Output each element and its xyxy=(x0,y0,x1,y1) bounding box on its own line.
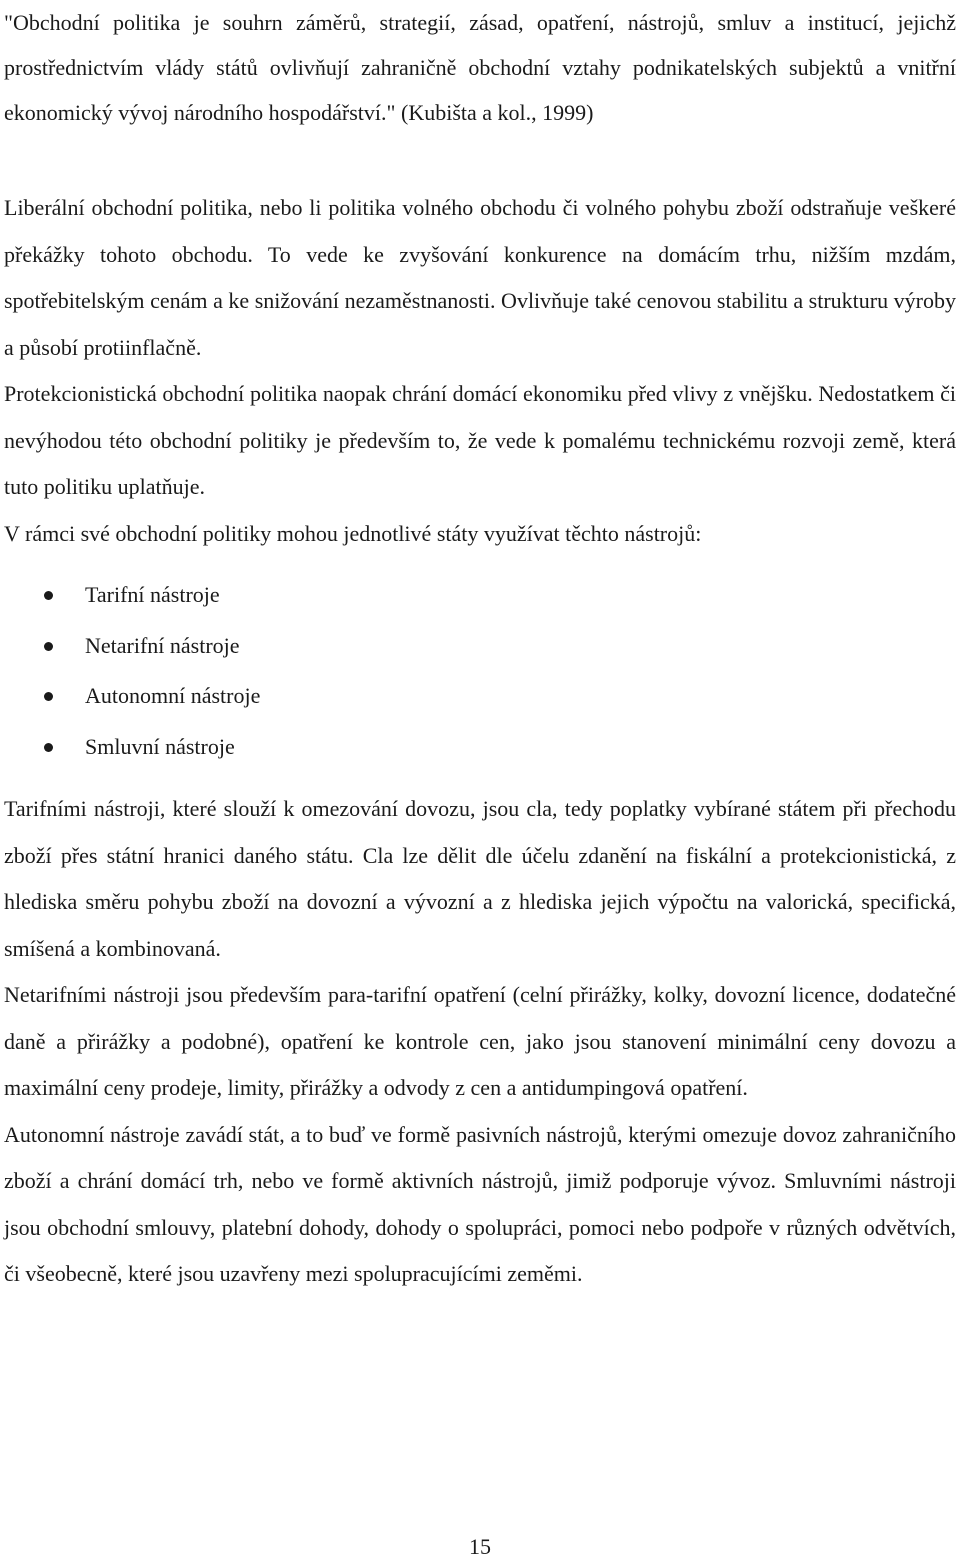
instruments-list xyxy=(4,570,956,772)
paragraph-instruments-intro: V rámci své obchodní politiky mohou jednotlivé státy využívat těchto nástrojů: xyxy=(4,520,702,546)
bullet-icon xyxy=(44,591,53,600)
paragraph-liberal-policy: Liberální obchodní politika, nebo li politika volného obchodu či volného pohybu zboží odstraňuje veškeré překážky tohoto obchodu. To vede ke zvyšování konkurence na domácím trhu, nižším mzdám, spotřebitelským cenám a ke snižování nezaměstnanosti. Ovlivňuje také cenovou stabilitu a strukturu výroby a působí protiinflačně. xyxy=(4,195,956,360)
document-page xyxy=(4,0,956,1298)
bullet-icon xyxy=(44,743,53,752)
list-item xyxy=(4,570,956,621)
quote-paragraph: "Obchodní politika je souhrn záměrů, strategií, zásad, opatření, nástrojů, smluv a institucí, jejichž prostřednictvím vlády států ovlivňují zahraničně obchodní vztahy podnikatelských subjektů a vnitřní ekonomický vývoj národního hospodářství." (Kubišta a kol., 1999) xyxy=(4,10,956,125)
paragraph-autonomous-instruments: Autonomní nástroje zavádí stát, a to buď ve formě pasivních nástrojů, kterými omezuje dovoz zahraničního zboží a chrání domácí trh, nebo ve formě aktivních nástrojů, jimiž podporuje vývoz. Smluvními nástroji jsou obchodní smlouvy, platební dohody, dohody o spolupráci, pomoci nebo podpoře v různých odvětvích, či všeobecně, které jsou uzavřeny mezi spolupracujícími zeměmi. xyxy=(4,1121,956,1286)
paragraph-non-tariff-instruments: Netarifními nástroji jsou především para-tarifní opatření (celní přirážky, kolky, dovozní licence, dodatečné daně a přirážky a podobné), opatření ke kontrole cen, jako jsou stanovení minimální ceny dovozu a maximální ceny prodeje, limity, přirážky a odvody z cen a antidumpingová opatření. xyxy=(4,982,956,1100)
list-item-label: Autonomní nástroje xyxy=(85,683,261,708)
paragraph-protectionist-policy: Protekcionistická obchodní politika naopak chrání domácí ekonomiku před vlivy z vnějšku. Nedostatkem či nevýhodou této obchodní politiky je především to, že vede k pomalému technickému rozvoji země, která tuto politiku uplatňuje. xyxy=(4,381,956,499)
list-item-label: Smluvní nástroje xyxy=(85,733,235,759)
list-item xyxy=(4,722,956,773)
paragraph-tariff-instruments: Tarifními nástroji, které slouží k omezování dovozu, jsou cla, tedy poplatky vybírané státem při přechodu zboží přes státní hranici daného státu. Cla lze dělit dle účelu zdanění na fiskální a protekcionistická, z hlediska směru pohybu zboží na dovozní a vývozní a z hlediska jejich výpočtu na valorická, specifická, smíšená a kombinovaná. xyxy=(4,796,956,961)
bullet-icon xyxy=(44,692,53,701)
list-item xyxy=(4,621,956,672)
page-number: 15 xyxy=(469,1534,491,1559)
list-item-label: Netarifní nástroje xyxy=(85,632,240,658)
list-item-label: Tarifní nástroje xyxy=(85,582,220,607)
bullet-icon xyxy=(44,642,53,651)
list-item xyxy=(4,671,956,722)
